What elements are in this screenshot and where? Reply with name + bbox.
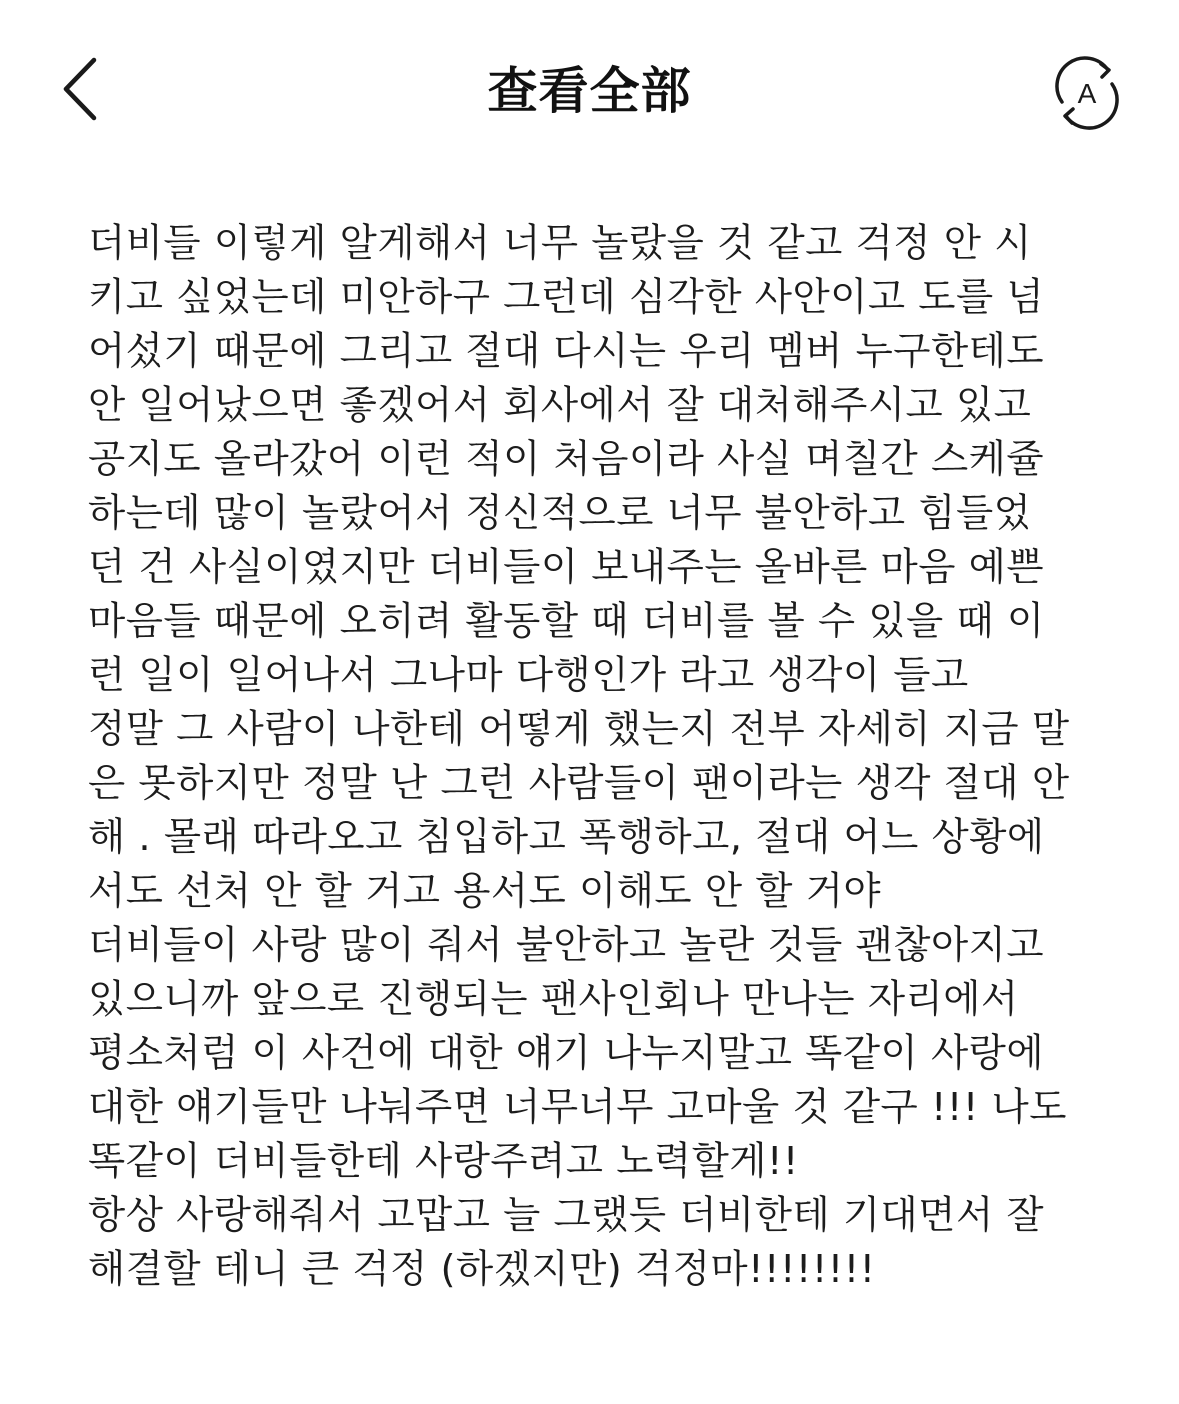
auto-translate-button[interactable] — [1050, 56, 1124, 130]
text-line: 은 못하지만 정말 난 그런 사람들이 팬이라는 생각 절대 안 — [88, 761, 1070, 806]
text-line: 안 일어났으면 좋겠어서 회사에서 잘 대처해주시고 있고 — [88, 383, 1032, 428]
text-line: 키고 싶었는데 미안하구 그런데 심각한 사안이고 도를 넘 — [88, 275, 1045, 320]
text-line: 더비들 이렇게 알게해서 너무 놀랐을 것 같고 걱정 안 시 — [88, 221, 1032, 266]
text-line: 더비들이 사랑 많이 줘서 불안하고 놀란 것들 괜찮아지고 — [88, 923, 1045, 968]
text-line: 있으니까 앞으로 진행되는 팬사인회나 만나는 자리에서 — [88, 977, 1019, 1022]
message-body — [88, 217, 1098, 1297]
text-line: 어섰기 때문에 그리고 절대 다시는 우리 멤버 누구한테도 — [88, 329, 1045, 374]
text-line: 하는데 많이 놀랐어서 정신적으로 너무 불안하고 힘들었 — [88, 491, 1032, 536]
text-line: 런 일이 일어나서 그나마 다행인가 라고 생각이 들고 — [88, 653, 969, 698]
text-line: 마음들 때문에 오히려 활동할 때 더비를 볼 수 있을 때 이 — [88, 599, 1045, 644]
text-line: 똑같이 더비들한테 사랑주려고 노력할게!! — [88, 1139, 799, 1184]
text-line: 공지도 올라갔어 이런 적이 처음이라 사실 며칠간 스케쥴 — [88, 437, 1045, 482]
translate-letter: A — [1077, 78, 1097, 109]
auto-translate-icon — [1050, 56, 1124, 130]
text-line: 던 건 사실이였지만 더비들이 보내주는 올바른 마음 예쁜 — [88, 545, 1045, 590]
top-bar — [0, 0, 1179, 180]
text-line: 항상 사랑해줘서 고맙고 늘 그랬듯 더비한테 기대면서 잘 — [88, 1193, 1045, 1238]
text-line: 대한 얘기들만 나눠주면 너무너무 고마울 것 같구 !!! 나도 — [88, 1085, 1067, 1130]
text-line: 정말 그 사람이 나한테 어떻게 했는지 전부 자세히 지금 말 — [88, 707, 1070, 752]
text-line: 해결할 테니 큰 걱정 (하겠지만) 걱정마!!!!!!!! — [88, 1247, 876, 1292]
text-line: 서도 선처 안 할 거고 용서도 이해도 안 할 거야 — [88, 869, 882, 914]
page-title: 查看全部 — [487, 62, 692, 120]
text-line: 평소처럼 이 사건에 대한 얘기 나누지말고 똑같이 사랑에 — [88, 1031, 1045, 1076]
text-line: 해 . 몰래 따라오고 침입하고 폭행하고, 절대 어느 상황에 — [88, 815, 1045, 860]
